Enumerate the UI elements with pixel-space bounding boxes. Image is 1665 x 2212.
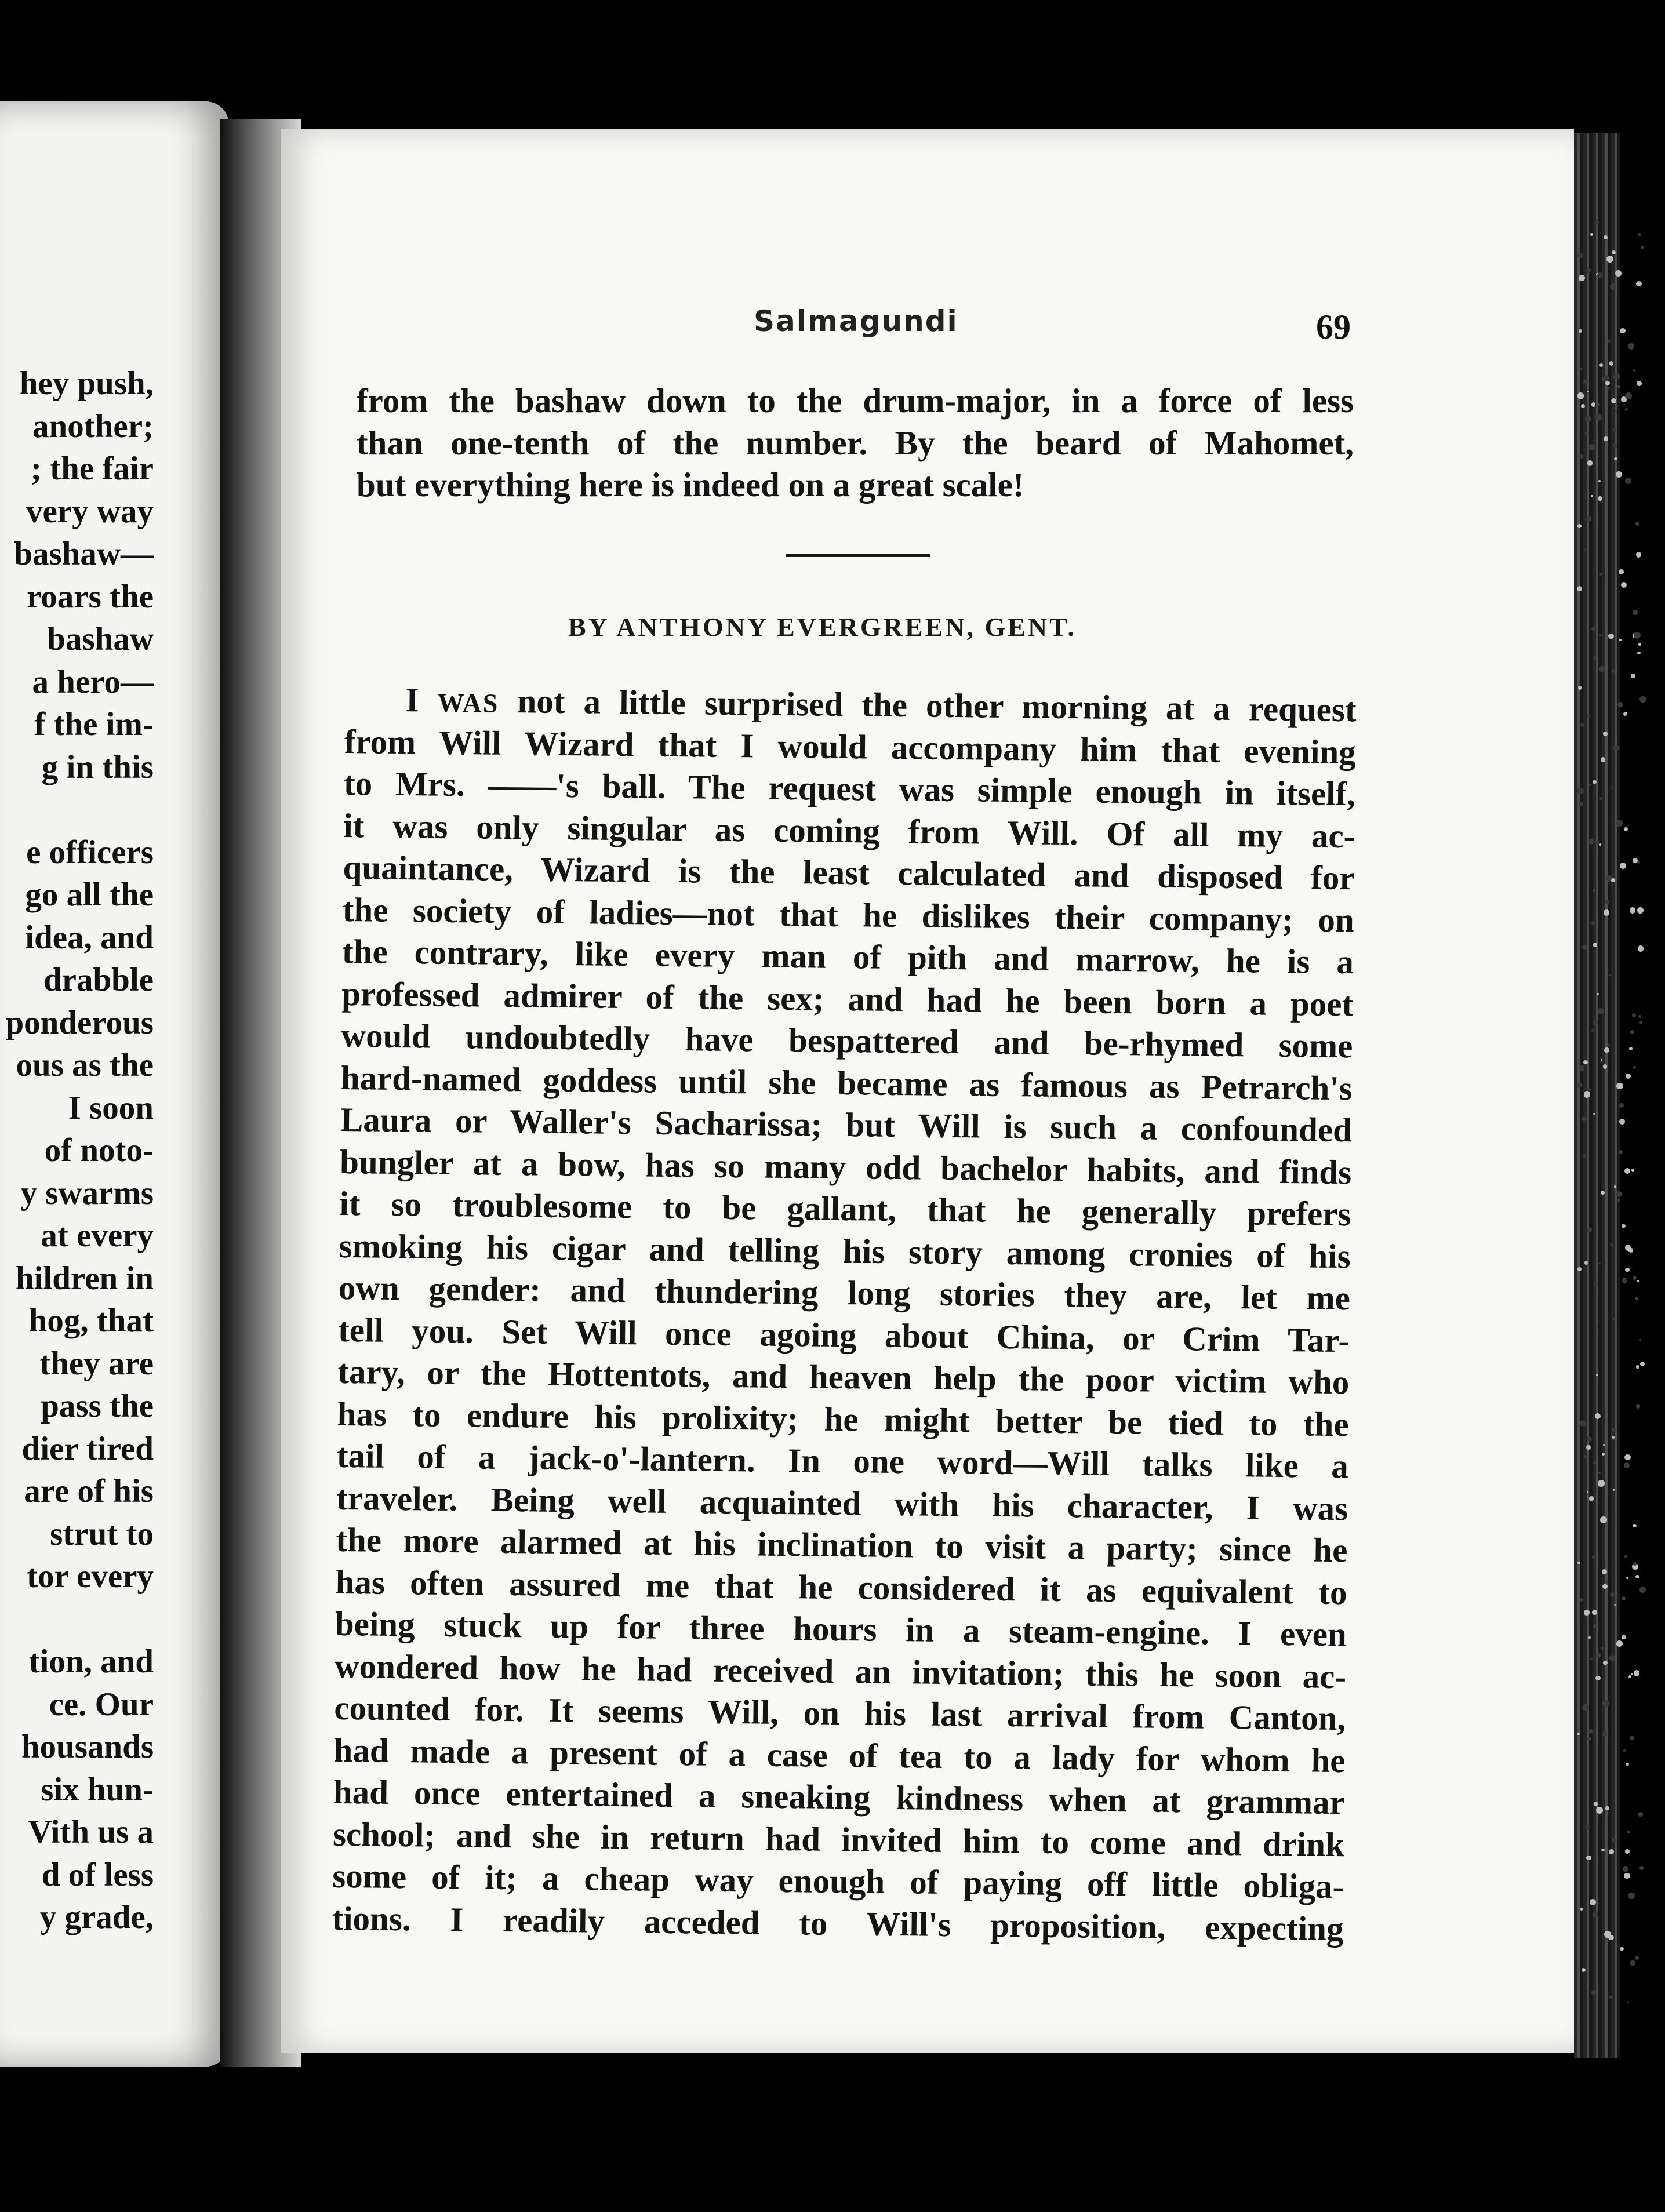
top-paragraph-line: than one-tenth of the number. By the beard of Mahomet, xyxy=(357,423,1354,462)
left-page-line: a hero— xyxy=(32,663,154,700)
scan-speck xyxy=(1604,1047,1609,1053)
scan-speck xyxy=(1593,943,1597,947)
main-paragraph-line: hard-named goddess until she became as famous as Petrarch's xyxy=(340,1058,1353,1107)
scan-speck xyxy=(1601,377,1606,381)
scan-speck xyxy=(1616,1640,1623,1647)
scan-speck xyxy=(1577,253,1583,258)
scan-speck xyxy=(1637,652,1640,654)
scan-speck xyxy=(1583,379,1588,384)
scan-speck xyxy=(1631,1169,1634,1172)
scan-speck xyxy=(1593,1911,1598,1917)
scan-speck xyxy=(1641,246,1644,249)
scan-speck xyxy=(1619,639,1622,642)
scan-speck xyxy=(1624,1454,1631,1461)
left-page-line: e officers xyxy=(26,834,154,871)
scan-speck xyxy=(1584,1091,1591,1098)
scan-speck xyxy=(1620,328,1625,333)
scan-speck xyxy=(1637,907,1644,914)
small-caps-word: WAS xyxy=(437,687,499,718)
scan-speck xyxy=(1609,974,1611,976)
scan-speck xyxy=(1594,1282,1598,1286)
left-page-line: hildren in xyxy=(15,1260,154,1297)
scan-speck xyxy=(1577,1562,1580,1564)
scan-speck xyxy=(1623,1749,1626,1752)
main-paragraph-line: the more alarmed at his inclination to visit a party; since he xyxy=(336,1520,1348,1570)
scan-speck xyxy=(1590,1658,1593,1660)
page-number: 69 xyxy=(1316,308,1351,346)
left-page-line: roars the xyxy=(27,578,154,615)
scan-speck xyxy=(1591,495,1593,497)
scan-speck xyxy=(1590,1899,1596,1905)
scan-speck xyxy=(1616,820,1623,827)
scan-speck xyxy=(1620,863,1626,869)
scan-speck xyxy=(1633,369,1635,372)
main-paragraph-line: would undoubtedly have bespattered and be-rhymed some xyxy=(341,1016,1353,1065)
left-page-line: hey push, xyxy=(19,365,154,402)
scan-speck xyxy=(1593,656,1597,660)
scan-speck xyxy=(1638,1015,1641,1018)
left-page-line: dier tired xyxy=(21,1430,154,1467)
scan-speck xyxy=(1595,414,1602,421)
scan-speck xyxy=(1636,281,1642,287)
scan-speck xyxy=(1633,1276,1637,1280)
main-paragraph-line: wondered how he had received an invitation; this he soon ac- xyxy=(334,1646,1347,1696)
scan-speck xyxy=(1580,1598,1583,1602)
scan-speck xyxy=(1626,1577,1629,1580)
scan-speck xyxy=(1634,632,1641,639)
scan-speck xyxy=(1625,408,1628,411)
scan-speck xyxy=(1598,480,1600,482)
scan-speck xyxy=(1595,220,1599,224)
main-paragraph-line: being stuck up for three hours in a steam-engine. I even xyxy=(335,1604,1347,1654)
scan-speck xyxy=(1619,569,1624,574)
scan-speck xyxy=(1613,373,1620,380)
scan-speck xyxy=(1628,343,1634,350)
scan-speck xyxy=(1596,1653,1601,1658)
scan-speck xyxy=(1609,1849,1614,1854)
scan-speck xyxy=(1612,1428,1616,1432)
scan-speck xyxy=(1624,1873,1630,1879)
scan-speck xyxy=(1587,715,1590,718)
scan-speck xyxy=(1633,1562,1637,1566)
scan-speck xyxy=(1639,1866,1644,1870)
left-page-line: six hun- xyxy=(41,1771,154,1808)
scan-speck xyxy=(1625,1268,1630,1272)
scan-speck xyxy=(1622,1224,1625,1228)
scan-speck xyxy=(1636,552,1641,557)
scan-speck xyxy=(1613,745,1620,751)
scan-speck xyxy=(1639,696,1646,703)
initial-word: I xyxy=(405,681,419,719)
scan-speck xyxy=(1602,1731,1608,1737)
main-paragraph-line: school; and she in return had invited him to come and drink xyxy=(332,1814,1345,1864)
scan-speck xyxy=(1616,1083,1623,1090)
scan-speck xyxy=(1637,861,1640,864)
scan-speck xyxy=(1599,666,1605,672)
scan-speck xyxy=(1596,1807,1603,1814)
main-paragraph-line: tail of a jack-o'-lantern. In one word—Will talks like a xyxy=(336,1436,1349,1486)
scan-speck xyxy=(1593,1113,1595,1115)
main-paragraph-line: to Mrs. ——'s ball. The request was simple enough in itself, xyxy=(343,763,1356,813)
left-page-line: strut to xyxy=(50,1515,154,1552)
scan-speck xyxy=(1626,1763,1628,1766)
scan-speck xyxy=(1630,1030,1634,1034)
left-page-line: drabble xyxy=(43,962,154,998)
main-paragraph-line: quaintance, Wizard is the least calculated and disposed for xyxy=(343,847,1355,897)
scan-speck xyxy=(1636,1404,1640,1408)
left-page-line: ce. Our xyxy=(49,1686,154,1723)
left-page-line: are of his xyxy=(24,1473,154,1509)
scan-speck xyxy=(1635,1297,1638,1301)
main-paragraph-line: tary, or the Hottentots, and heaven help the poor victim who xyxy=(337,1352,1350,1402)
scan-speck xyxy=(1582,1704,1589,1711)
left-page-line: housands xyxy=(21,1729,154,1765)
main-paragraph-line: counted for. It seems Will, on his last arrival from Canton, xyxy=(334,1688,1346,1738)
left-page-line: f the im- xyxy=(34,706,154,743)
scan-speck xyxy=(1584,1610,1590,1616)
scan-speck xyxy=(1606,1581,1608,1583)
left-page-line: I soon xyxy=(68,1089,154,1126)
scan-speck xyxy=(1591,402,1596,407)
left-page-line: idea, and xyxy=(25,919,154,956)
scan-speck xyxy=(1580,1420,1586,1427)
scan-speck xyxy=(1632,1013,1636,1017)
main-paragraph-line: it so troublesome to be gallant, that he generally prefers xyxy=(339,1184,1351,1234)
scan-speck xyxy=(1586,485,1588,487)
main-paragraph-line: professed admirer of the sex; and had he been born a poet xyxy=(341,974,1354,1023)
scan-speck xyxy=(1622,1278,1627,1283)
scan-speck xyxy=(1579,329,1582,333)
scan-speck xyxy=(1622,1596,1626,1600)
scan-speck xyxy=(1577,392,1584,399)
scan-speck xyxy=(1624,827,1628,831)
scan-speck xyxy=(1631,1673,1633,1675)
scan-speck xyxy=(1627,1831,1630,1833)
scan-speck xyxy=(1577,1082,1582,1087)
main-paragraph-line: smoking his cigar and telling his story among cronies of his xyxy=(339,1226,1351,1275)
scan-speck xyxy=(1599,573,1602,576)
left-page-line: g in this xyxy=(41,748,154,785)
main-paragraph-line: from Will Wizard that I would accompany him that evening xyxy=(344,722,1357,771)
scan-speck xyxy=(1625,392,1632,399)
scan-speck xyxy=(1598,1480,1605,1487)
scan-speck xyxy=(1599,1263,1601,1264)
scan-speck xyxy=(1605,1938,1608,1940)
page-edge xyxy=(1574,133,1620,2058)
scan-speck xyxy=(1589,1496,1594,1501)
left-page xyxy=(0,101,229,2067)
scan-speck xyxy=(1600,1516,1607,1523)
left-page-line: d of less xyxy=(41,1856,154,1893)
scan-speck xyxy=(1602,1584,1607,1589)
left-page-line: tor every xyxy=(27,1558,154,1595)
main-paragraph-line: the society of ladies—not that he dislikes their company; on xyxy=(342,890,1355,939)
scan-speck xyxy=(1612,1436,1615,1439)
main-paragraph-line: had made a present of a case of tea to a lady for whom he xyxy=(333,1730,1346,1780)
left-page-line: bashaw xyxy=(47,621,154,657)
scan-speck xyxy=(1637,381,1642,386)
scan-speck xyxy=(1638,233,1641,236)
scan-speck xyxy=(1605,900,1609,904)
scan-speck xyxy=(1606,256,1613,263)
main-paragraph xyxy=(332,678,1357,1949)
scan-speck xyxy=(1639,1339,1641,1341)
scan-speck xyxy=(1612,1838,1616,1842)
scan-speck xyxy=(1577,788,1584,795)
scan-speck xyxy=(1625,1849,1630,1854)
left-page-line: ponderous xyxy=(5,1004,154,1041)
main-paragraph-line: has often assured me that he considered it as equivalent to xyxy=(335,1562,1347,1611)
scan-speck xyxy=(1580,1908,1583,1911)
main-paragraph-line: it was only singular as coming from Will. Of all my ac- xyxy=(343,806,1355,855)
scan-speck xyxy=(1639,1587,1645,1592)
scan-speck xyxy=(1591,921,1595,925)
scan-speck xyxy=(1628,1893,1635,1900)
scan-speck xyxy=(1602,1569,1607,1574)
scan-speck xyxy=(1599,363,1603,367)
scan-speck xyxy=(1592,1610,1597,1615)
scan-speck xyxy=(1633,610,1638,615)
scan-speck xyxy=(1628,1675,1631,1678)
scan-speck xyxy=(1640,1362,1645,1366)
scan-speck xyxy=(1635,1575,1639,1578)
scan-speck xyxy=(1613,1489,1615,1490)
scan-speck xyxy=(1593,1624,1597,1628)
scan-speck xyxy=(1623,712,1627,716)
scan-speck xyxy=(1631,674,1635,678)
scan-speck xyxy=(1616,1191,1622,1197)
scan-speck xyxy=(1626,1074,1631,1079)
scan-speck xyxy=(1609,1996,1612,1999)
left-page-line: they are xyxy=(39,1345,154,1382)
top-paragraph-line: from the bashaw down to the drum-major, in a force of less xyxy=(357,381,1354,420)
main-paragraph-line: tions. I readily acceded to Will's proposition, expecting xyxy=(332,1898,1344,1948)
main-paragraph-line: Laura or Waller's Sacharissa; but Will is such a confounded xyxy=(340,1100,1353,1149)
scan-speck xyxy=(1630,1960,1635,1966)
scan-speck xyxy=(1635,1956,1639,1960)
first-line-text: not a little surprised the other morning at a request xyxy=(517,682,1357,729)
scan-speck xyxy=(1579,275,1585,281)
scan-speck xyxy=(1619,1103,1624,1108)
scan-speck xyxy=(1638,1812,1642,1816)
scan-speck xyxy=(1619,1150,1623,1154)
left-page-line: y grade, xyxy=(39,1899,154,1935)
scan-speck xyxy=(1624,1462,1630,1468)
main-paragraph-line: traveler. Being well acquainted with his character, I was xyxy=(336,1478,1348,1527)
scan-speck xyxy=(1593,1020,1598,1025)
main-paragraph-line: tell you. Set Will once agoing about China, or Crim Tar- xyxy=(337,1310,1350,1359)
scan-speck xyxy=(1579,1065,1584,1071)
scan-speck xyxy=(1637,1280,1639,1283)
scan-speck xyxy=(1610,1243,1613,1246)
scan-speck xyxy=(1617,702,1623,707)
scan-speck xyxy=(1629,1047,1633,1050)
running-head: Salmagundi xyxy=(754,304,958,338)
scan-speck xyxy=(1624,1168,1630,1174)
left-page-line: hog, that xyxy=(28,1303,154,1339)
scan-speck xyxy=(1627,2002,1629,2003)
scan-speck xyxy=(1584,549,1586,551)
left-page-line: tion, and xyxy=(28,1643,154,1680)
left-page-line: ; the fair xyxy=(30,450,154,487)
scan-speck xyxy=(1638,945,1644,952)
left-page-line: another; xyxy=(32,408,154,445)
scan-speck xyxy=(1619,1119,1625,1125)
scan-speck xyxy=(1604,909,1610,916)
scan-speck xyxy=(1623,1866,1628,1871)
scan-speck xyxy=(1616,471,1622,478)
left-page-line: of noto- xyxy=(44,1132,154,1169)
scan-speck xyxy=(1633,1066,1636,1069)
scan-speck xyxy=(1604,436,1608,441)
left-page-line: pass the xyxy=(41,1388,154,1424)
scan-speck xyxy=(1621,582,1627,588)
scan-speck xyxy=(1636,1365,1639,1368)
main-paragraph-line: had once entertained a sneaking kindness when at grammar xyxy=(333,1772,1346,1822)
scan-speck xyxy=(1614,1604,1616,1606)
scan-speck xyxy=(1616,1199,1620,1202)
left-page-line: bashaw— xyxy=(14,536,154,572)
left-page-line: at every xyxy=(41,1217,154,1254)
main-paragraph-line: has to endure his prolixity; he might better be tied to the xyxy=(337,1394,1349,1443)
scan-speck xyxy=(1595,1676,1600,1680)
scan-speck xyxy=(1620,1947,1624,1951)
left-page-text xyxy=(5,362,154,1939)
left-page-blank-line xyxy=(5,1598,154,1641)
scan-speck xyxy=(1614,1185,1616,1188)
section-divider xyxy=(786,554,930,557)
left-page-line: very way xyxy=(26,493,154,530)
scan-speck xyxy=(1622,1635,1626,1639)
main-paragraph-line: bungler at a bow, has so many odd bachelor habits, and finds xyxy=(339,1142,1352,1191)
scan-speck xyxy=(1639,1021,1642,1024)
top-paragraph xyxy=(357,380,1354,506)
main-paragraph-line: the contrary, like every man of pith and marrow, he is a xyxy=(341,932,1354,981)
scan-speck xyxy=(1610,1592,1615,1597)
scan-speck xyxy=(1610,283,1617,290)
left-page-blank-line xyxy=(5,788,154,831)
scan-speck xyxy=(1635,522,1639,526)
scan-speck xyxy=(1579,802,1583,806)
scan-speck xyxy=(1602,1700,1609,1707)
scan-speck xyxy=(1611,878,1615,882)
scan-speck xyxy=(1608,634,1614,639)
scan-speck xyxy=(1597,272,1603,278)
scan-speck xyxy=(1624,1555,1627,1558)
scan-speck xyxy=(1633,1524,1637,1528)
scan-speck xyxy=(1578,686,1582,689)
scan-speck xyxy=(1615,270,1621,276)
byline: BY ANTHONY EVERGREEN, GENT. xyxy=(568,612,1077,642)
scan-speck xyxy=(1615,410,1617,412)
scan-speck xyxy=(1587,460,1593,466)
scan-speck xyxy=(1599,634,1602,636)
scan-speck xyxy=(1629,1248,1633,1252)
scan-speck xyxy=(1598,1472,1600,1474)
main-paragraph-line: some of it; a cheap way enough of paying off little obliga- xyxy=(332,1856,1344,1906)
scan-speck xyxy=(1595,841,1599,845)
scan-speck xyxy=(1614,457,1617,460)
scan-speck xyxy=(1596,1374,1598,1376)
scan-speck xyxy=(1611,786,1613,789)
left-page-line: ous as the xyxy=(16,1047,154,1083)
scan-speck xyxy=(1638,643,1641,646)
scan-speck xyxy=(1630,907,1636,914)
left-page-line: go all the xyxy=(25,876,154,913)
scan-speck xyxy=(1604,1931,1611,1938)
scan-speck xyxy=(1601,1059,1602,1061)
left-page-line: y swarms xyxy=(20,1174,154,1211)
scan-speck xyxy=(1593,1461,1595,1464)
main-paragraph-line: own gender: and thundering long stories they are, let me xyxy=(338,1268,1351,1318)
scan-speck xyxy=(1625,478,1631,484)
scan-speck xyxy=(1630,1736,1634,1740)
top-paragraph-line: but everything here is indeed on a great scale! xyxy=(357,465,1024,504)
scan-speck xyxy=(1634,1670,1640,1676)
scan-speck xyxy=(1579,368,1582,370)
scan-speck xyxy=(1586,268,1591,273)
scan-speck xyxy=(1599,843,1601,845)
scan-speck xyxy=(1609,1655,1616,1661)
left-page-line: Vith us a xyxy=(28,1814,154,1850)
